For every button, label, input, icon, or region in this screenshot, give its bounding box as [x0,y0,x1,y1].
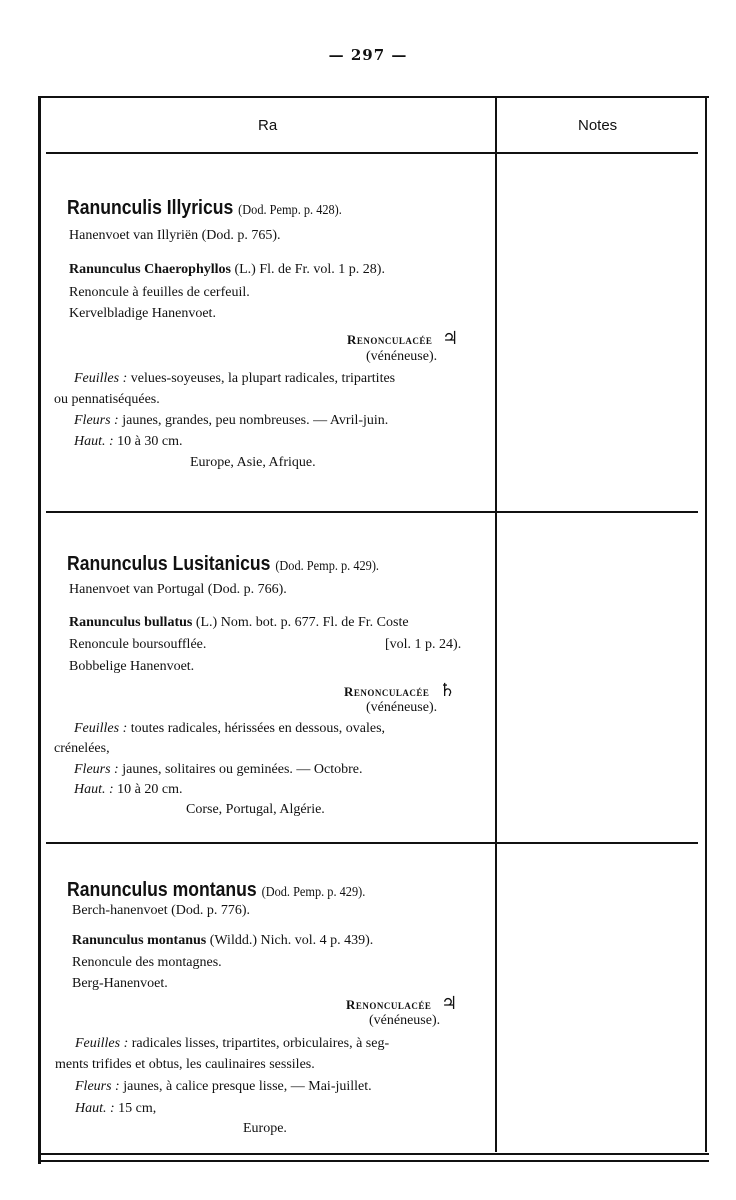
height-label: Haut. : [74,782,114,797]
family-name: Renonculacée [346,997,432,1012]
flowers-description: jaunes, à calice presque lisse, — Mai-juillet. [123,1079,372,1094]
height-line [74,434,183,450]
page-number: — 297 — [328,46,408,64]
synonym-line [69,262,385,278]
toxicity-note: (vénéneuse). [366,349,438,364]
table-right-border [705,98,707,1152]
entry-3-title [67,879,365,902]
flowers-description: jaunes, grandes, peu nombreuses. — Avril-juin. [122,413,389,428]
leaves-label: Feuilles : [74,721,128,736]
synonym-reference: (Wildd.) Nich. vol. 4 p. 439). [209,933,374,948]
distribution: Europe, Asie, Afrique. [190,455,316,470]
volume-reference: [vol. 1 p. 24). [385,637,462,652]
synonym-reference: (L.) Fl. de Fr. vol. 1 p. 28). [234,262,385,277]
toxicity-note: (vénéneuse). [369,1013,441,1028]
synonym-line [72,933,373,949]
leaves-description: toutes radicales, hérissées en dessous, ovales, [130,721,386,736]
synonym-line [69,615,409,631]
distribution: Europe. [243,1121,287,1136]
woody-symbol-icon: ♄ [439,680,456,700]
table-bottom-rule-2 [38,1160,709,1162]
height-line [74,782,183,798]
height-label: Haut. : [74,434,114,449]
table-top-rule [38,96,709,98]
flowers-label: Fleurs : [74,413,119,428]
dutch-name: Hanenvoet van Portugal (Dod. p. 766). [69,582,287,597]
height-label: Haut. : [75,1101,115,1116]
header-rule [46,152,698,154]
family-label [346,993,458,1014]
flowers-line [74,413,388,429]
leaves-line [75,1036,389,1052]
flowers-label: Fleurs : [74,762,119,777]
height-value: 10 à 30 cm. [117,434,183,449]
perennial-symbol-icon: ♃ [441,993,458,1013]
title-reference: (Dod. Pemp. p. 429). [275,559,380,574]
dutch-name: Hanenvoet van Illyriën (Dod. p. 765). [69,228,281,243]
height-line [75,1101,156,1117]
height-value: 10 à 20 cm. [117,782,183,797]
dutch-name: Berch-hanenvoet (Dod. p. 776). [72,903,251,918]
entry-2-title [67,553,379,576]
column-header-notes: Notes [578,117,618,134]
family-name: Renonculacée [347,332,433,347]
family-label [344,680,456,701]
vernacular-name: Berg-Hanenvoet. [72,976,168,991]
synonym-name: Ranunculus bullatus [69,615,193,630]
vernacular-name: Bobbelige Hanenvoet. [69,659,195,674]
table-bottom-rule [38,1153,709,1155]
distribution: Corse, Portugal, Algérie. [186,802,325,817]
leaves-continuation: ments trifides et obtus, les caulinaires sessiles. [55,1057,315,1072]
species-name: Ranunculis Illyricus [67,197,234,219]
leaves-label: Feuilles : [75,1036,129,1051]
flowers-line [74,762,363,778]
leaves-line [74,371,395,387]
entry-1-title [67,197,342,220]
french-name: Renoncule boursoufflée. [69,637,207,652]
height-value: 15 cm, [118,1101,157,1116]
title-reference: (Dod. Pemp. p. 428). [238,203,342,218]
flowers-label: Fleurs : [75,1079,120,1094]
synonym-name: Ranunculus montanus [72,933,207,948]
flowers-line [75,1079,372,1095]
leaves-description: radicales lisses, tripartites, orbiculaires, à seg- [131,1036,390,1051]
species-name: Ranunculus Lusitanicus [67,553,271,575]
entry-divider-2 [46,842,698,844]
column-header-left: Ra [258,117,278,134]
leaves-label: Feuilles : [74,371,128,386]
entry-divider-1 [46,511,698,513]
leaves-description: velues-soyeuses, la plupart radicales, tripartites [130,371,396,386]
title-reference: (Dod. Pemp. p. 429). [261,885,366,900]
leaves-continuation: ou pennatiséquées. [54,392,160,407]
flowers-description: jaunes, solitaires ou geminées. — Octobre. [122,762,363,777]
toxicity-note: (vénéneuse). [366,700,438,715]
french-name: Renoncule à feuilles de cerfeuil. [69,285,250,300]
french-name: Renoncule des montagnes. [72,955,222,970]
species-name: Ranunculus montanus [67,879,257,901]
leaves-line [74,721,385,737]
table-left-border [38,96,41,1164]
synonym-reference: (L.) Nom. bot. p. 677. Fl. de Fr. Coste [195,615,409,630]
family-label [347,328,459,349]
synonym-name: Ranunculus Chaerophyllos [69,262,231,277]
family-name: Renonculacée [344,684,430,699]
perennial-symbol-icon: ♃ [442,328,459,348]
leaves-continuation: crénelées, [54,741,110,756]
vernacular-name: Kervelbladige Hanenvoet. [69,306,216,321]
column-divider [495,98,497,1152]
